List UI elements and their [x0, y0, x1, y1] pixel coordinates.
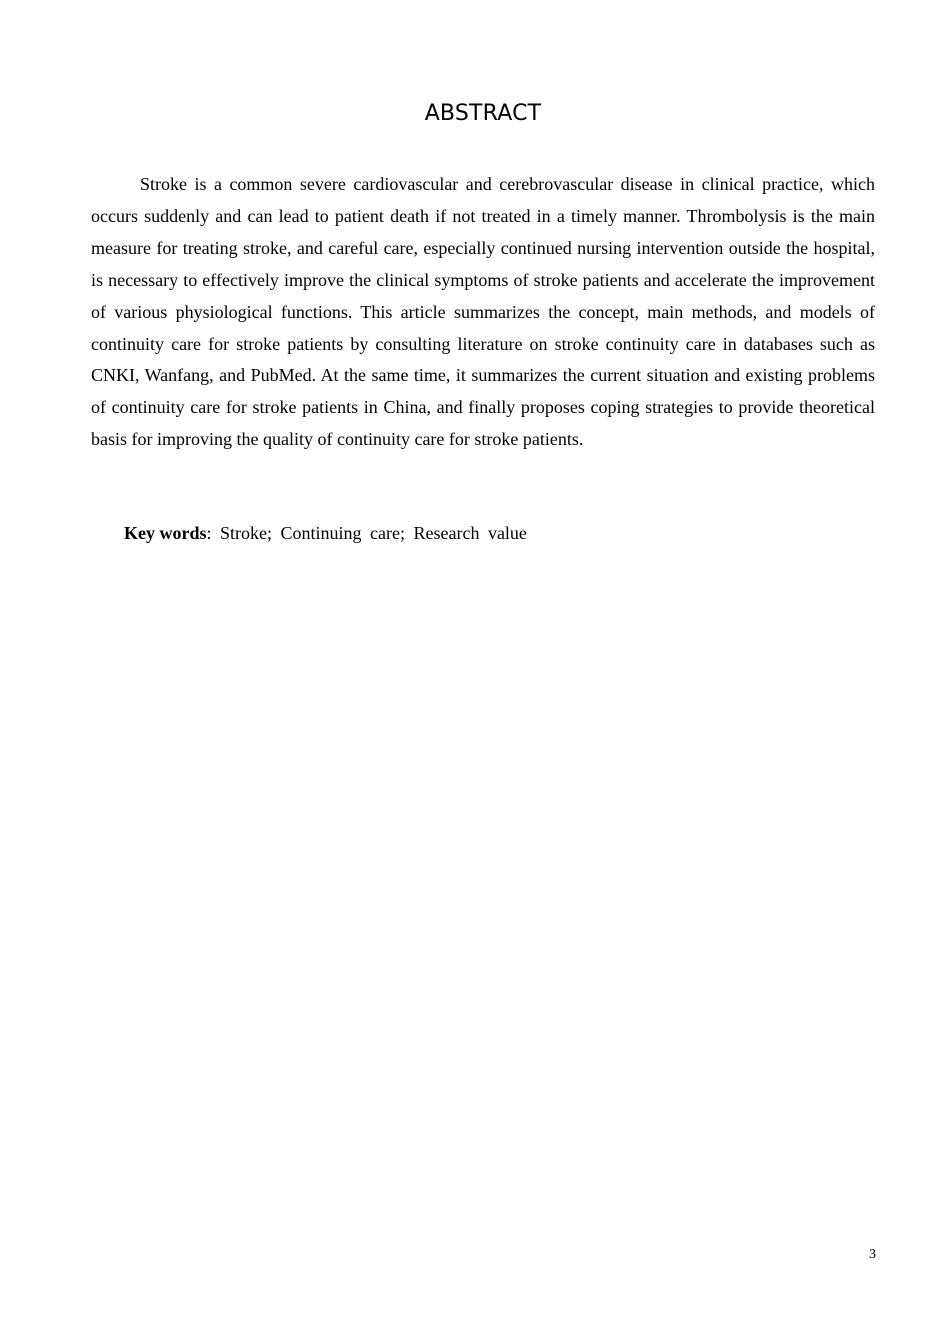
- keywords-list: Stroke; Continuing care; Research value: [220, 523, 527, 543]
- abstract-title: ABSTRACT: [424, 101, 542, 126]
- keywords-label: Key words: [124, 523, 207, 543]
- keywords-separator: :: [206, 523, 212, 543]
- keywords-line: [124, 518, 884, 548]
- abstract-paragraph: Stroke is a common severe cardiovascular and cerebrovascular disease in clinical practice, which occurs suddenly and can lead to patient death if not treated in a timely manner. Thrombolysis is the main measure for treating stroke, and careful care, especially continued nursing intervention outside the hospital, is necessary to effectively improve the clinical symptoms of stroke patients and accelerate the improvement of various physiological functions. This article summarizes the concept, main methods, and models of continuity care for stroke patients by consulting literature on stroke continuity care in databases such as CNKI, Wanfang, and PubMed. At the same time, it summarizes the current situation and existing problems of continuity care for stroke patients in China, and finally proposes coping strategies to provide theoretical basis for improving the quality of continuity care for stroke patients.: [91, 174, 875, 450]
- page-number: 3: [869, 1247, 876, 1262]
